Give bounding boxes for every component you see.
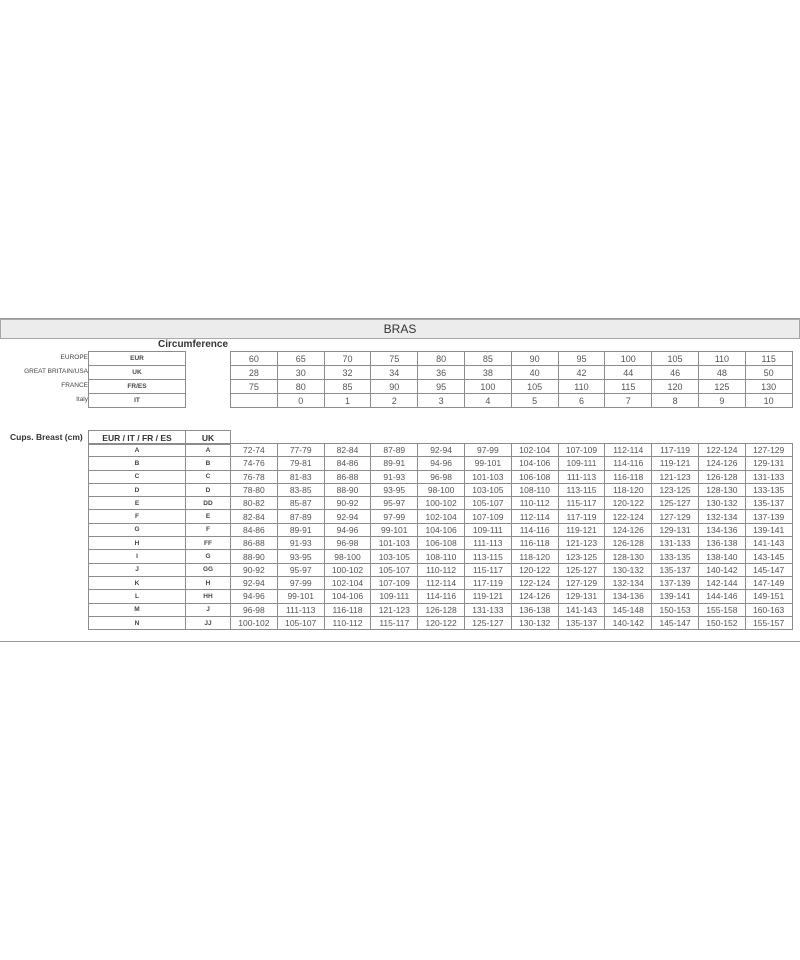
circumference-cell: 10 xyxy=(745,394,792,408)
table-row xyxy=(89,457,231,470)
circumference-cell: 28 xyxy=(231,366,278,380)
breast-range-cell: 109-111 xyxy=(371,590,418,603)
circumference-cell: 0 xyxy=(277,394,324,408)
circumference-cell: 90 xyxy=(371,380,418,394)
breast-range-cell: 100-102 xyxy=(231,616,278,629)
cup-eu-label: B xyxy=(89,457,186,470)
table-row xyxy=(231,352,793,366)
table-row xyxy=(231,483,793,496)
breast-range-cell: 105-107 xyxy=(277,616,324,629)
table-row xyxy=(89,497,231,510)
circumference-cell: 8 xyxy=(652,394,699,408)
breast-range-cell: 81-83 xyxy=(277,470,324,483)
table-row xyxy=(89,483,231,496)
breast-range-cell: 102-104 xyxy=(418,510,465,523)
breast-range-cell: 134-136 xyxy=(605,590,652,603)
breast-range-cell: 91-93 xyxy=(371,470,418,483)
breast-range-cell: 74-76 xyxy=(231,457,278,470)
cup-uk-label: D xyxy=(186,483,231,496)
breast-range-cell: 122-124 xyxy=(698,444,745,457)
breast-range-cell: 117-119 xyxy=(652,444,699,457)
circumference-cell: 36 xyxy=(418,366,465,380)
breast-range-cell: 78-80 xyxy=(231,483,278,496)
breast-range-cell: 155-158 xyxy=(698,603,745,616)
country-label: GREAT BRITAIN/USA xyxy=(24,368,88,375)
cup-eu-label: N xyxy=(89,616,186,629)
breast-range-cell: 140-142 xyxy=(698,563,745,576)
breast-range-cell: 104-106 xyxy=(418,523,465,536)
table-row xyxy=(231,510,793,523)
circumference-cell: 100 xyxy=(464,380,511,394)
breast-range-cell: 83-85 xyxy=(277,483,324,496)
breast-range-cell: 88-90 xyxy=(324,483,371,496)
breast-range-cell: 79-81 xyxy=(277,457,324,470)
breast-range-cell: 96-98 xyxy=(324,537,371,550)
breast-range-cell: 108-110 xyxy=(418,550,465,563)
breast-range-cell: 84-86 xyxy=(324,457,371,470)
cup-breast-table xyxy=(230,443,793,630)
circumference-cell: 115 xyxy=(605,380,652,394)
circumference-cell: 9 xyxy=(698,394,745,408)
size-system-table xyxy=(88,351,186,408)
table-row xyxy=(89,603,231,616)
breast-range-cell: 136-138 xyxy=(698,537,745,550)
breast-range-cell: 99-101 xyxy=(277,590,324,603)
table-row xyxy=(89,550,231,563)
cups-label: Cups. Breast (cm) xyxy=(10,432,83,442)
cup-uk-label: FF xyxy=(186,537,231,550)
breast-range-cell: 86-88 xyxy=(324,470,371,483)
breast-range-cell: 124-126 xyxy=(605,523,652,536)
breast-range-cell: 122-124 xyxy=(511,576,558,589)
breast-range-cell: 128-130 xyxy=(605,550,652,563)
breast-range-cell: 141-143 xyxy=(558,603,605,616)
table-row xyxy=(231,550,793,563)
circumference-cell: 65 xyxy=(277,352,324,366)
breast-range-cell: 87-89 xyxy=(277,510,324,523)
cup-uk-label: J xyxy=(186,603,231,616)
circumference-cell: 75 xyxy=(371,352,418,366)
circumference-cell: 80 xyxy=(418,352,465,366)
breast-range-cell: 127-129 xyxy=(652,510,699,523)
breast-range-cell: 145-148 xyxy=(605,603,652,616)
breast-range-cell: 98-100 xyxy=(324,550,371,563)
breast-range-cell: 120-122 xyxy=(605,497,652,510)
circumference-cell: 130 xyxy=(745,380,792,394)
circumference-cell: 115 xyxy=(745,352,792,366)
circumference-cell: 125 xyxy=(698,380,745,394)
cup-eu-label: D xyxy=(89,483,186,496)
breast-range-cell: 103-105 xyxy=(371,550,418,563)
breast-range-cell: 92-94 xyxy=(231,576,278,589)
breast-range-cell: 127-129 xyxy=(558,576,605,589)
country-labels xyxy=(0,351,88,407)
breast-range-cell: 112-114 xyxy=(418,576,465,589)
chart-title: BRAS xyxy=(0,319,800,339)
breast-range-cell: 97-99 xyxy=(371,510,418,523)
breast-range-cell: 136-138 xyxy=(511,603,558,616)
breast-range-cell: 107-109 xyxy=(558,444,605,457)
breast-range-cell: 109-111 xyxy=(464,523,511,536)
circumference-cell: 46 xyxy=(652,366,699,380)
breast-range-cell: 116-118 xyxy=(605,470,652,483)
breast-range-cell: 114-116 xyxy=(605,457,652,470)
table-row xyxy=(231,590,793,603)
breast-range-cell: 90-92 xyxy=(231,563,278,576)
breast-range-cell: 84-86 xyxy=(231,523,278,536)
breast-range-cell: 105-107 xyxy=(464,497,511,510)
circumference-cell: 105 xyxy=(511,380,558,394)
breast-range-cell: 138-140 xyxy=(698,550,745,563)
cup-uk-label: A xyxy=(186,444,231,457)
breast-range-cell: 93-95 xyxy=(371,483,418,496)
table-row xyxy=(231,380,793,394)
breast-range-cell: 90-92 xyxy=(324,497,371,510)
table-row xyxy=(231,470,793,483)
breast-range-cell: 77-79 xyxy=(277,444,324,457)
breast-range-cell: 114-116 xyxy=(418,590,465,603)
breast-range-cell: 116-118 xyxy=(324,603,371,616)
breast-range-cell: 118-120 xyxy=(605,483,652,496)
breast-range-cell: 96-98 xyxy=(231,603,278,616)
circumference-cell: 90 xyxy=(511,352,558,366)
table-row xyxy=(89,590,231,603)
breast-range-cell: 102-104 xyxy=(324,576,371,589)
breast-range-cell: 143-145 xyxy=(745,550,792,563)
breast-range-cell: 119-121 xyxy=(652,457,699,470)
table-row xyxy=(89,470,231,483)
table-row xyxy=(231,523,793,536)
circumference-cell: 7 xyxy=(605,394,652,408)
circumference-cell: 80 xyxy=(277,380,324,394)
breast-range-cell: 117-119 xyxy=(558,510,605,523)
breast-range-cell: 131-133 xyxy=(464,603,511,616)
table-row xyxy=(231,457,793,470)
breast-range-cell: 117-119 xyxy=(464,576,511,589)
breast-range-cell: 113-115 xyxy=(464,550,511,563)
cup-eu-label: M xyxy=(89,603,186,616)
breast-range-cell: 118-120 xyxy=(511,550,558,563)
breast-range-cell: 137-139 xyxy=(745,510,792,523)
cup-uk-label: GG xyxy=(186,563,231,576)
breast-range-cell: 123-125 xyxy=(652,483,699,496)
breast-range-cell: 125-127 xyxy=(464,616,511,629)
breast-range-cell: 111-113 xyxy=(277,603,324,616)
breast-range-cell: 99-101 xyxy=(371,523,418,536)
circumference-cell: 30 xyxy=(277,366,324,380)
cup-eu-label: E xyxy=(89,497,186,510)
circumference-cell: 48 xyxy=(698,366,745,380)
breast-range-cell: 119-121 xyxy=(558,523,605,536)
breast-range-cell: 125-127 xyxy=(558,563,605,576)
breast-range-cell: 80-82 xyxy=(231,497,278,510)
breast-range-cell: 85-87 xyxy=(277,497,324,510)
circumference-cell: 34 xyxy=(371,366,418,380)
table-row xyxy=(89,616,231,629)
cup-header-uk: UK xyxy=(186,431,231,445)
breast-range-cell: 115-117 xyxy=(371,616,418,629)
breast-range-cell: 121-123 xyxy=(371,603,418,616)
breast-range-cell: 122-124 xyxy=(605,510,652,523)
table-row xyxy=(231,537,793,550)
breast-range-cell: 150-153 xyxy=(652,603,699,616)
circumference-cell: 100 xyxy=(605,352,652,366)
breast-range-cell: 96-98 xyxy=(418,470,465,483)
bra-size-chart xyxy=(0,318,800,642)
breast-range-cell: 129-131 xyxy=(652,523,699,536)
breast-range-cell: 95-97 xyxy=(371,497,418,510)
breast-range-cell: 133-135 xyxy=(745,483,792,496)
system-code: FR/ES xyxy=(89,380,186,394)
breast-range-cell: 99-101 xyxy=(464,457,511,470)
breast-range-cell: 123-125 xyxy=(558,550,605,563)
breast-range-cell: 100-102 xyxy=(324,563,371,576)
circumference-cell: 60 xyxy=(231,352,278,366)
breast-range-cell: 109-111 xyxy=(558,457,605,470)
breast-range-cell: 155-157 xyxy=(745,616,792,629)
breast-range-cell: 131-133 xyxy=(652,537,699,550)
table-row xyxy=(89,510,231,523)
breast-range-cell: 121-123 xyxy=(558,537,605,550)
circumference-cell: 75 xyxy=(231,380,278,394)
breast-range-cell: 134-136 xyxy=(698,523,745,536)
breast-range-cell: 89-91 xyxy=(277,523,324,536)
breast-range-cell: 132-134 xyxy=(698,510,745,523)
cup-eu-label: H xyxy=(89,537,186,550)
breast-range-cell: 135-137 xyxy=(652,563,699,576)
breast-range-cell: 121-123 xyxy=(652,470,699,483)
breast-range-cell: 102-104 xyxy=(511,444,558,457)
circumference-cell: 32 xyxy=(324,366,371,380)
breast-range-cell: 145-147 xyxy=(745,563,792,576)
table-row xyxy=(231,576,793,589)
country-label: Italy xyxy=(76,396,88,403)
breast-range-cell: 120-122 xyxy=(418,616,465,629)
cup-uk-label: F xyxy=(186,523,231,536)
breast-range-cell: 120-122 xyxy=(511,563,558,576)
table-row xyxy=(231,603,793,616)
cup-uk-label: HH xyxy=(186,590,231,603)
breast-range-cell: 116-118 xyxy=(511,537,558,550)
breast-range-cell: 125-127 xyxy=(652,497,699,510)
country-label: FRANCE xyxy=(61,382,88,389)
breast-range-cell: 91-93 xyxy=(277,537,324,550)
breast-range-cell: 115-117 xyxy=(558,497,605,510)
breast-range-cell: 89-91 xyxy=(371,457,418,470)
cup-uk-label: B xyxy=(186,457,231,470)
system-code: EUR xyxy=(89,352,186,366)
table-row xyxy=(89,537,231,550)
circumference-label: Circumference xyxy=(158,339,229,350)
cup-uk-label: JJ xyxy=(186,616,231,629)
cup-uk-label: DD xyxy=(186,497,231,510)
system-code: IT xyxy=(89,394,186,408)
breast-range-cell: 94-96 xyxy=(324,523,371,536)
breast-range-cell: 106-108 xyxy=(418,537,465,550)
breast-range-cell: 139-141 xyxy=(745,523,792,536)
cup-size-labels-table xyxy=(88,443,231,630)
circumference-cell: 4 xyxy=(464,394,511,408)
breast-range-cell: 93-95 xyxy=(277,550,324,563)
breast-range-cell: 110-112 xyxy=(418,563,465,576)
circumference-cell: 120 xyxy=(652,380,699,394)
breast-range-cell: 97-99 xyxy=(464,444,511,457)
breast-range-cell: 112-114 xyxy=(511,510,558,523)
circumference-table xyxy=(230,351,793,408)
breast-range-cell: 88-90 xyxy=(231,550,278,563)
breast-range-cell: 94-96 xyxy=(231,590,278,603)
breast-range-cell: 129-131 xyxy=(558,590,605,603)
table-row xyxy=(231,497,793,510)
cup-eu-label: J xyxy=(89,563,186,576)
breast-range-cell: 130-132 xyxy=(698,497,745,510)
circumference-cell: 85 xyxy=(324,380,371,394)
breast-range-cell: 133-135 xyxy=(652,550,699,563)
breast-range-cell: 135-137 xyxy=(745,497,792,510)
breast-range-cell: 97-99 xyxy=(277,576,324,589)
country-label: EUROPE xyxy=(60,354,88,361)
breast-range-cell: 130-132 xyxy=(511,616,558,629)
breast-range-cell: 160-163 xyxy=(745,603,792,616)
breast-range-cell: 82-84 xyxy=(231,510,278,523)
breast-range-cell: 111-113 xyxy=(558,470,605,483)
breast-range-cell: 119-121 xyxy=(464,590,511,603)
breast-range-cell: 110-112 xyxy=(511,497,558,510)
circumference-cell: 5 xyxy=(511,394,558,408)
circumference-cell: 50 xyxy=(745,366,792,380)
table-row xyxy=(231,563,793,576)
system-code: UK xyxy=(89,366,186,380)
cup-uk-label: C xyxy=(186,470,231,483)
table-row xyxy=(231,616,793,629)
breast-range-cell: 98-100 xyxy=(418,483,465,496)
circumference-cell: 105 xyxy=(652,352,699,366)
breast-range-cell: 124-126 xyxy=(511,590,558,603)
cup-eu-label: A xyxy=(89,444,186,457)
breast-range-cell: 137-139 xyxy=(652,576,699,589)
breast-range-cell: 101-103 xyxy=(464,470,511,483)
circumference-cell: 95 xyxy=(418,380,465,394)
breast-range-cell: 104-106 xyxy=(511,457,558,470)
breast-range-cell: 95-97 xyxy=(277,563,324,576)
breast-range-cell: 124-126 xyxy=(698,457,745,470)
cup-eu-label: C xyxy=(89,470,186,483)
breast-range-cell: 126-128 xyxy=(605,537,652,550)
circumference-cell: 40 xyxy=(511,366,558,380)
breast-range-cell: 104-106 xyxy=(324,590,371,603)
breast-range-cell: 107-109 xyxy=(464,510,511,523)
circumference-cell: 38 xyxy=(464,366,511,380)
breast-range-cell: 108-110 xyxy=(511,483,558,496)
breast-range-cell: 150-152 xyxy=(698,616,745,629)
breast-range-cell: 76-78 xyxy=(231,470,278,483)
breast-range-cell: 94-96 xyxy=(418,457,465,470)
circumference-cell: 110 xyxy=(698,352,745,366)
cup-eu-label: I xyxy=(89,550,186,563)
breast-range-cell: 139-141 xyxy=(652,590,699,603)
circumference-cell: 95 xyxy=(558,352,605,366)
cup-eu-label: F xyxy=(89,510,186,523)
breast-range-cell: 132-134 xyxy=(605,576,652,589)
cup-header-eu: EUR / IT / FR / ES xyxy=(89,431,186,445)
breast-range-cell: 86-88 xyxy=(231,537,278,550)
breast-range-cell: 130-132 xyxy=(605,563,652,576)
table-row xyxy=(231,444,793,457)
breast-range-cell: 115-117 xyxy=(464,563,511,576)
circumference-cell: 2 xyxy=(371,394,418,408)
breast-range-cell: 103-105 xyxy=(464,483,511,496)
circumference-cell: 110 xyxy=(558,380,605,394)
cup-uk-label: G xyxy=(186,550,231,563)
circumference-cell: 70 xyxy=(324,352,371,366)
breast-range-cell: 145-147 xyxy=(652,616,699,629)
circumference-cell: 1 xyxy=(324,394,371,408)
breast-range-cell: 110-112 xyxy=(324,616,371,629)
breast-range-cell: 126-128 xyxy=(418,603,465,616)
breast-range-cell: 92-94 xyxy=(324,510,371,523)
breast-range-cell: 111-113 xyxy=(464,537,511,550)
breast-range-cell: 107-109 xyxy=(371,576,418,589)
breast-range-cell: 112-114 xyxy=(605,444,652,457)
cup-uk-label: E xyxy=(186,510,231,523)
cup-eu-label: G xyxy=(89,523,186,536)
breast-range-cell: 129-131 xyxy=(745,457,792,470)
breast-range-cell: 127-129 xyxy=(745,444,792,457)
breast-range-cell: 126-128 xyxy=(698,470,745,483)
circumference-cell: 42 xyxy=(558,366,605,380)
breast-range-cell: 140-142 xyxy=(605,616,652,629)
breast-range-cell: 147-149 xyxy=(745,576,792,589)
table-row xyxy=(89,576,231,589)
breast-range-cell: 114-116 xyxy=(511,523,558,536)
table-row xyxy=(231,394,793,408)
breast-range-cell: 128-130 xyxy=(698,483,745,496)
circumference-cell: 3 xyxy=(418,394,465,408)
table-row xyxy=(231,366,793,380)
cup-uk-label: H xyxy=(186,576,231,589)
breast-range-cell: 106-108 xyxy=(511,470,558,483)
breast-range-cell: 144-146 xyxy=(698,590,745,603)
breast-range-cell: 105-107 xyxy=(371,563,418,576)
breast-range-cell: 72-74 xyxy=(231,444,278,457)
table-row xyxy=(89,444,231,457)
table-row xyxy=(89,563,231,576)
circumference-cell xyxy=(231,394,278,408)
breast-range-cell: 141-143 xyxy=(745,537,792,550)
breast-range-cell: 101-103 xyxy=(371,537,418,550)
breast-range-cell: 149-151 xyxy=(745,590,792,603)
breast-range-cell: 82-84 xyxy=(324,444,371,457)
breast-range-cell: 142-144 xyxy=(698,576,745,589)
breast-range-cell: 100-102 xyxy=(418,497,465,510)
cup-eu-label: K xyxy=(89,576,186,589)
table-row xyxy=(89,523,231,536)
breast-range-cell: 135-137 xyxy=(558,616,605,629)
breast-range-cell: 131-133 xyxy=(745,470,792,483)
breast-range-cell: 113-115 xyxy=(558,483,605,496)
cup-eu-label: L xyxy=(89,590,186,603)
circumference-cell: 6 xyxy=(558,394,605,408)
breast-range-cell: 87-89 xyxy=(371,444,418,457)
breast-range-cell: 92-94 xyxy=(418,444,465,457)
circumference-cell: 44 xyxy=(605,366,652,380)
circumference-cell: 85 xyxy=(464,352,511,366)
